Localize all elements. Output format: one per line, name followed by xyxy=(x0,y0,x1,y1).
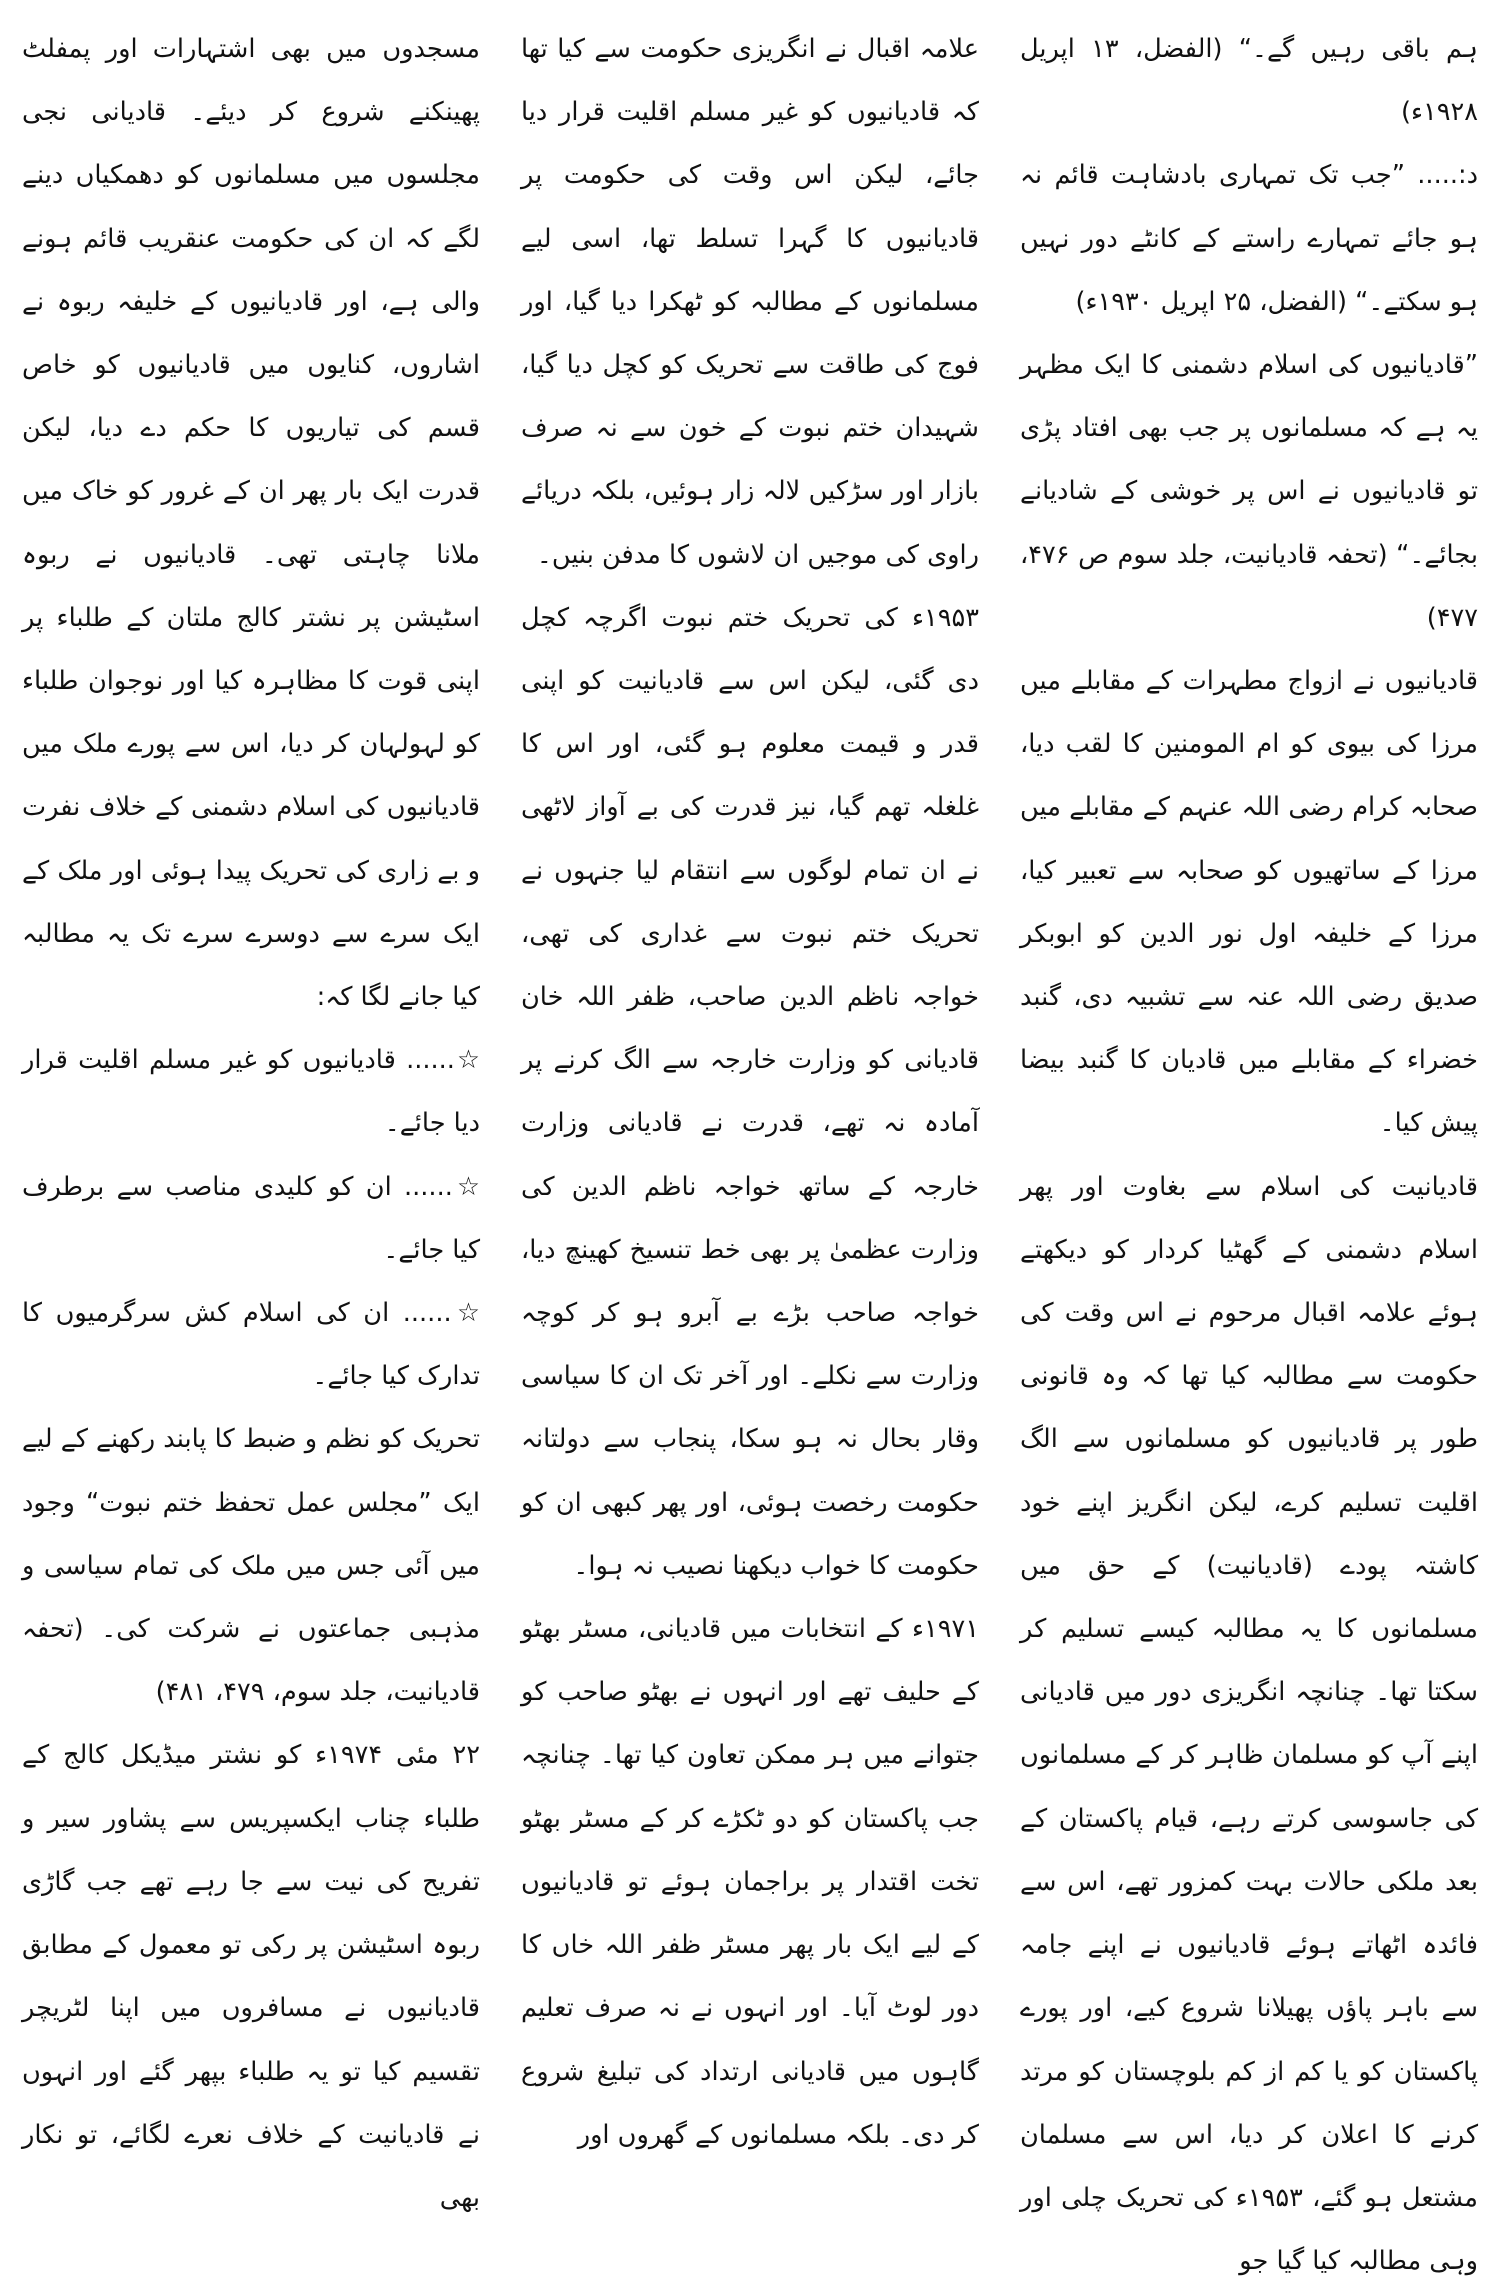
paragraph: مسجدوں میں بھی اشتہارات اور پمفلٹ پھینکنے شروع کر دیئے۔ قادیانی نجی مجلسوں میں مسلمانوں کو دھمکیاں دینے لگے کہ ان کی حکومت عنقریب قائم ہونے والی ہے، اور قادیانیوں کے خلیفہ ربوہ نے اشاروں، کنایوں میں قادیانیوں کو خاص قسم کی تیاریوں کا حکم دے دیا، لیکن قدرت ایک بار پھر ان کے غرور کو خاک میں ملانا چاہتی تھی۔ قادیانیوں نے ربوہ اسٹیشن پر نشتر کالج ملتان کے طلباء پر اپنی قوت کا مظاہرہ کیا اور نوجوان طلباء کو لہولہان کر دیا، اس سے پورے ملک میں قادیانیوں کی اسلام دشمنی کے خلاف نفرت و بے زاری کی تحریک پیدا ہوئی اور ملک کے ایک سرے سے دوسرے سرے تک یہ مطالبہ کیا جانے لگا کہ: xyxy=(22,34,480,1013)
column-middle xyxy=(521,18,979,2190)
column-right xyxy=(1020,18,1479,2277)
paragraph: قادیانیوں نے ازواج مطہرات کے مقابلے میں مرزا کی بیوی کو ام المومنین کا لقب دیا، صحابہ کرام رضی اللہ عنہم کے مقابلے میں مرزا کے ساتھیوں کو صحابہ سے تعبیر کیا، مرزا کے خلیفہ اول نور الدین کو ابوبکر صدیق رضی اللہ عنہ سے تشبیہ دی، گنبد خضراء کے مقابلے میں قادیان کا گنبد بیضا پیش کیا۔ xyxy=(1020,666,1478,1139)
paragraph: ۱۹۷۱ء کے انتخابات میں قادیانی، مسٹر بھٹو کے حلیف تھے اور انہوں نے بھٹو صاحب کو جتوانے میں ہر ممکن تعاون کیا تھا۔ چنانچہ جب پاکستان کو دو ٹکڑے کر کے مسٹر بھٹو تخت اقتدار پر براجمان ہوئے تو قادیانیوں کے لیے ایک بار پھر مسٹر ظفر اللہ خاں کا دور لوٹ آیا۔ اور انہوں نے نہ صرف تعلیم گاہوں میں قادیانی ارتداد کی تبلیغ شروع کر دی۔ بلکہ مسلمانوں کے گھروں اور xyxy=(521,1614,979,2150)
demand-list-item: ☆...... ان کی اسلام کش سرگرمیوں کا تدارک کیا جائے۔ xyxy=(22,1298,480,1392)
paragraph: ۲۲ مئی ۱۹۷۴ء کو نشتر میڈیکل کالج کے طلباء چناب ایکسپریس سے پشاور سیر و تفریح کی نیت سے جا رہے تھے جب گاڑی ربوہ اسٹیشن پر رکی تو معمول کے مطابق قادیانیوں نے مسافروں میں اپنا لٹریچر تقسیم کیا تو یہ طلباء بپھر گئے اور انہوں نے قادیانیت کے خلاف نعرے لگائے، تو نکار بھی xyxy=(22,1740,480,2213)
paragraph: تحریک کو نظم و ضبط کا پابند رکھنے کے لیے ایک ”مجلس عمل تحفظ ختم نبوت“ وجود میں آئی جس میں ملک کی تمام سیاسی و مذہبی جماعتوں نے شرکت کی۔ (تحفہ قادیانیت، جلد سوم، ۴۷۹، ۴۸۱) xyxy=(22,1424,480,1708)
paragraph: ہم باقی رہیں گے۔“ (الفضل، ۱۳ اپریل ۱۹۲۸ء) xyxy=(1020,34,1479,128)
demand-list-item: ☆...... قادیانیوں کو غیر مسلم اقلیت قرار دیا جائے۔ xyxy=(22,1045,480,1139)
column-left xyxy=(22,18,480,2213)
paragraph: د:..... ”جب تک تمہاری بادشاہت قائم نہ ہو جائے تمہارے راستے کے کانٹے دور نہیں ہو سکتے۔“ (الفضل، ۲۵ اپریل ۱۹۳۰ء) xyxy=(1020,160,1478,317)
paragraph: قادیانیت کی اسلام سے بغاوت اور پھر اسلام دشمنی کے گھٹیا کردار کو دیکھتے ہوئے علامہ اقبال مرحوم نے اس وقت کی حکومت سے مطالبہ کیا تھا کہ وہ قانونی طور پر قادیانیوں کو مسلمانوں سے الگ اقلیت تسلیم کرے، لیکن انگریز اپنے خود کاشتہ پودے (قادیانیت) کے حق میں مسلمانوں کا یہ مطالبہ کیسے تسلیم کر سکتا تھا۔ چنانچہ انگریزی دور میں قادیانی اپنے آپ کو مسلمان ظاہر کر کے مسلمانوں کی جاسوسی کرتے رہے، قیام پاکستان کے بعد ملکی حالات بہت کمزور تھے، اس سے فائدہ اٹھاتے ہوئے قادیانیوں نے اپنے جامہ سے باہر پاؤں پھیلانا شروع کیے، اور پورے پاکستان کو یا کم از کم بلوچستان کو مرتد کرنے کا اعلان کر دیا، اس سے مسلمان مشتعل ہو گئے، ۱۹۵۳ء کی تحریک چلی اور وہی مطالبہ کیا گیا جو xyxy=(1020,1171,1478,2277)
paragraph: علامہ اقبال نے انگریزی حکومت سے کیا تھا کہ قادیانیوں کو غیر مسلم اقلیت قرار دیا جائے، لیکن اس وقت کی حکومت پر قادیانیوں کا گہرا تسلط تھا، اسی لیے مسلمانوں کے مطالبہ کو ٹھکرا دیا گیا، اور فوج کی طاقت سے تحریک کو کچل دیا گیا، شہیدان ختم نبوت کے خون سے نہ صرف بازار اور سڑکیں لالہ زار ہوئیں، بلکہ دریائے راوی کی موجیں ان لاشوں کا مدفن بنیں۔ xyxy=(521,34,979,570)
paragraph: ۱۹۵۳ء کی تحریک ختم نبوت اگرچہ کچل دی گئی، لیکن اس سے قادیانیت کو اپنی قدر و قیمت معلوم ہو گئی، اور اس کا غلغلہ تھم گیا، نیز قدرت کی بے آواز لاٹھی نے ان تمام لوگوں سے انتقام لیا جنہوں نے تحریک ختم نبوت سے غداری کی تھی، خواجہ ناظم الدین صاحب، ظفر اللہ خان قادیانی کو وزارت خارجہ سے الگ کرنے پر آمادہ نہ تھے، قدرت نے قادیانی وزارت خارجہ کے ساتھ خواجہ ناظم الدین کی وزارت عظمیٰ پر بھی خط تنسیخ کھینچ دیا، خواجہ صاحب بڑے بے آبرو ہو کر کوچہ وزارت سے نکلے۔ اور آخر تک ان کا سیاسی وقار بحال نہ ہو سکا، پنجاب سے دولتانہ حکومت رخصت ہوئی، اور پھر کبھی ان کو حکومت کا خواب دیکھنا نصیب نہ ہوا۔ xyxy=(521,602,979,1581)
demand-list-item: ☆...... ان کو کلیدی مناصب سے برطرف کیا جائے۔ xyxy=(22,1171,480,1265)
paragraph: ”قادیانیوں کی اسلام دشمنی کا ایک مظہر یہ ہے کہ مسلمانوں پر جب بھی افتاد پڑی تو قادیانیوں نے اس پر خوشی کے شادیانے بجائے۔“ (تحفہ قادیانیت، جلد سوم ص ۴۷۶، ۴۷۷) xyxy=(1020,350,1478,633)
